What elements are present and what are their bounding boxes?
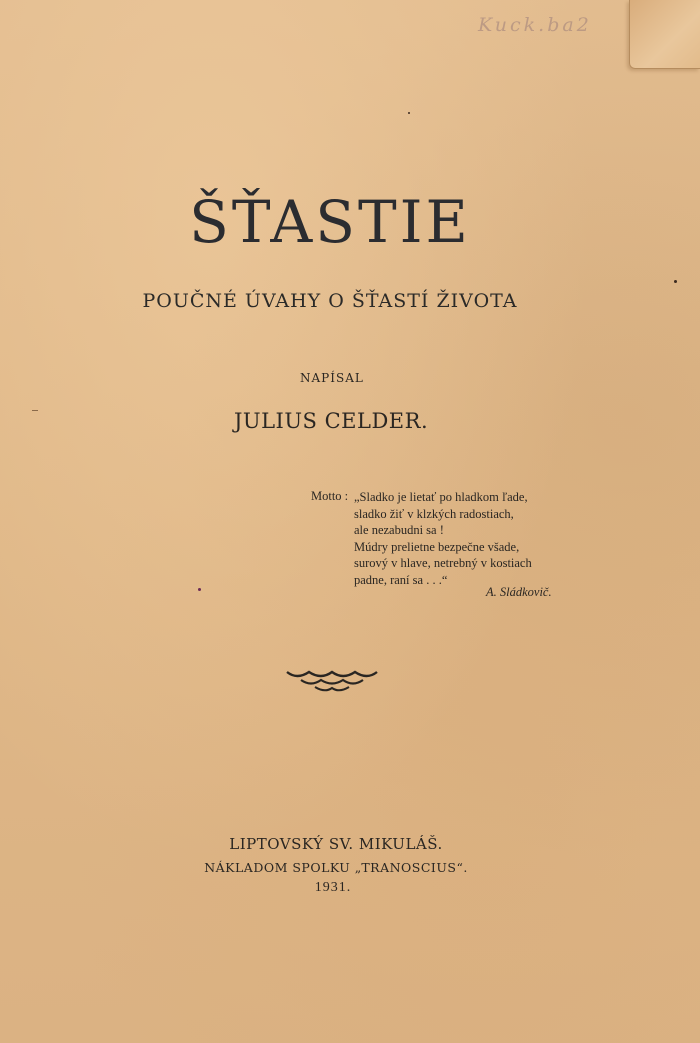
motto-line: padne, raní sa . . .“	[354, 572, 448, 587]
motto-line: ale nezabudni sa !	[354, 523, 444, 537]
publisher: NÁKLADOM SPOLKU „TRANOSCIUS“.	[204, 860, 468, 875]
paper-speck	[198, 588, 201, 591]
wave-ornament-icon	[285, 666, 379, 694]
author-name: JULIUS CELDER.	[234, 409, 429, 433]
motto-line: „Sladko je lietať po hladkom ľade,	[354, 490, 528, 504]
paper-speck	[408, 112, 410, 114]
publication-year: 1931.	[314, 880, 352, 895]
motto-line: Múdry prelietne bezpečne všade,	[354, 539, 520, 554]
motto-label: Motto :	[311, 489, 349, 503]
paper-speck	[32, 410, 38, 411]
motto-line: surový v hlave, netrebný v kostiach	[354, 556, 532, 570]
motto-verse	[354, 489, 532, 588]
motto-author: A. Sládkovič.	[486, 585, 552, 599]
paper-speck	[674, 280, 677, 283]
book-subtitle: POUČNÉ ÚVAHY O ŠŤASTÍ ŽIVOTA	[142, 290, 518, 312]
byline-label: NAPÍSAL	[300, 371, 364, 385]
pencil-inscription: Kuck.ba2	[478, 14, 592, 36]
folded-corner	[629, 0, 700, 69]
book-title: ŠŤASTIE	[189, 188, 471, 256]
publication-place: LIPTOVSKÝ SV. MIKULÁŠ.	[229, 835, 443, 853]
motto-line: sladko žiť v klzkých radostiach,	[354, 506, 514, 521]
